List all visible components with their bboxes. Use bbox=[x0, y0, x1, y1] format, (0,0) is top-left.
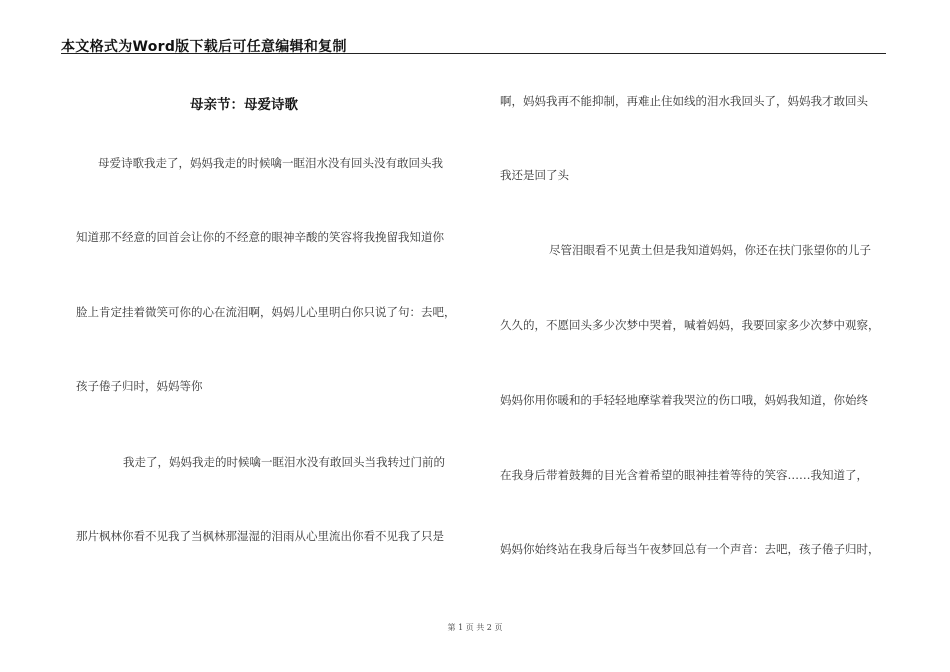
left-text-line: 我走了，妈妈我走的时候噙一眶泪水没有敢回头当我转过门前的 bbox=[123, 455, 445, 469]
right-text-line: 久久的，不愿回头多少次梦中哭着，喊着妈妈，我要回家多少次梦中观察， bbox=[500, 318, 880, 332]
right-text-line: 妈妈你始终站在我身后每当午夜梦回总有一个声音：去吧，孩子倦子归时， bbox=[500, 542, 880, 556]
left-text-line: 母爱诗歌我走了，妈妈我走的时候噙一眶泪水没有回头没有敢回头我 bbox=[98, 156, 443, 170]
right-text-line: 啊，妈妈我再不能抑制，再难止住如线的泪水我回头了，妈妈我才敢回头 bbox=[500, 94, 868, 108]
header-divider bbox=[61, 53, 886, 54]
right-text-line: 妈妈你用你暖和的手轻轻地摩挲着我哭泣的伤口哦，妈妈我知道，你始终 bbox=[500, 393, 868, 407]
left-text-line: 孩子倦子归时，妈妈等你 bbox=[76, 379, 203, 393]
right-text-line: 尽管泪眼看不见黄土但是我知道妈妈，你还在扶门张望你的儿子 bbox=[549, 243, 871, 257]
document-title: 母亲节：母爱诗歌 bbox=[190, 97, 298, 113]
left-text-line: 脸上肯定挂着微笑可你的心在流泪啊，妈妈儿心里明白你只说了句：去吧， bbox=[76, 305, 456, 319]
page-number: 第 1 页 共 2 页 bbox=[447, 623, 503, 632]
right-text-line: 在我身后带着鼓舞的目光含着希望的眼神挂着等待的笑容……我知道了， bbox=[500, 468, 868, 482]
left-text-line: 知道那不经意的回首会让你的不经意的眼神辛酸的笑容将我挽留我知道你 bbox=[76, 230, 444, 244]
right-text-line: 我还是回了头 bbox=[500, 168, 569, 182]
document-header: 本文格式为Word版下载后可任意编辑和复制 bbox=[61, 39, 347, 55]
left-text-line: 那片枫林你看不见我了当枫林那湿湿的泪雨从心里流出你看不见我了只是 bbox=[76, 529, 444, 543]
